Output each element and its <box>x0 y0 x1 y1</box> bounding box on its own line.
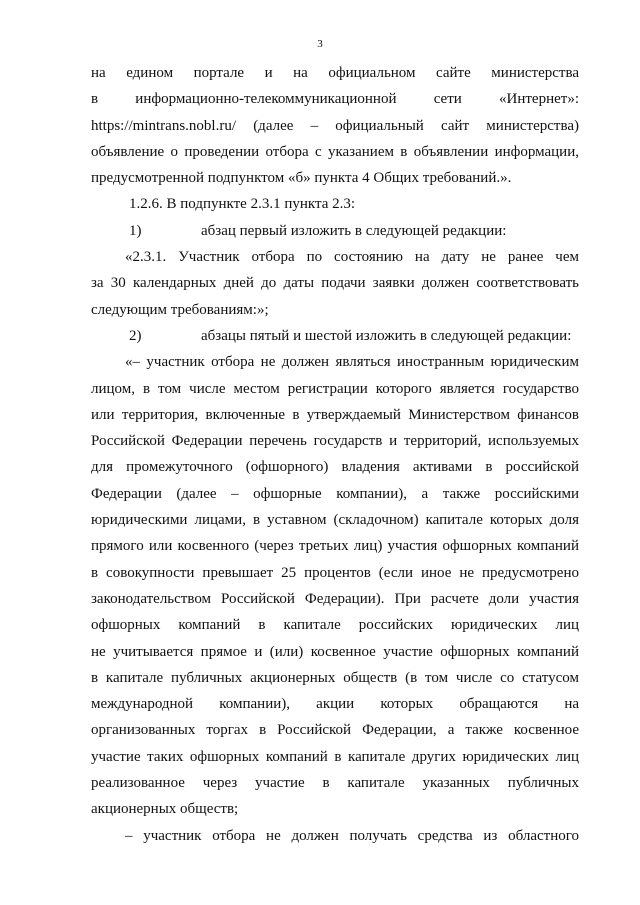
text-line: предусмотренной подпунктом «б» пункта 4 Общих требований.». <box>91 170 512 187</box>
list-item <box>91 323 579 349</box>
text-line: в капитале публичных акционерных обществ (в том числе со статусом <box>91 669 579 686</box>
text-line: офшорных компаний в капитале российских юридических лиц <box>91 617 579 634</box>
list-item-text: абзацы пятый и шестой изложить в следующей редакции: <box>201 327 572 344</box>
text-line: для промежуточного (офшорного) владения активами в российской <box>91 459 579 476</box>
text-line: – участник отбора не должен получать средства из областного <box>125 827 579 844</box>
text-line: участие таких офшорных компаний в капитале других юридических лиц <box>91 748 579 765</box>
text-line: в совокупности превышает 25 процентов (если иное не предусмотрено <box>91 564 579 581</box>
list-item-text: абзац первый изложить в следующей редакции: <box>201 222 507 239</box>
list-item <box>91 218 579 244</box>
text-line: международной компании), акции которых обращаются на <box>91 696 579 713</box>
text-line: на едином портале и на официальном сайте министерства <box>91 65 579 81</box>
text-line: лицом, в том числе местом регистрации которого является государство <box>91 380 579 397</box>
text-line: за 30 календарных дней до даты подачи заявки должен соответствовать <box>91 275 579 292</box>
text-line: Федерации (далее – офшорные компании), а также российскими <box>91 485 579 502</box>
text-line: акционерных обществ; <box>91 801 239 818</box>
text-line: не учитывается прямое и (или) косвенное участие офшорных компаний <box>91 643 579 660</box>
text-line: организованных торгах в Российской Федерации, а также косвенное <box>91 722 579 739</box>
text-line: в информационно-телекоммуникационной сети «Интернет»: <box>91 91 579 108</box>
text-line: юридическими лицами, в уставном (складочном) капитале которых доля <box>91 512 579 529</box>
subsection-heading: 1.2.6. В подпункте 2.3.1 пункта 2.3: <box>129 196 356 213</box>
text-line: реализованное через участие в капитале указанных публичных <box>91 775 579 792</box>
text-line: Российской Федерации перечень государств и территорий, используемых <box>91 433 579 450</box>
text-line: законодательством Российской Федерации). При расчете доли участия <box>91 590 579 607</box>
page-number: 3 <box>317 38 323 50</box>
text-line: «– участник отбора не должен являться иностранным юридическим <box>125 354 579 371</box>
text-line: или территория, включенные в утверждаемый Министерством финансов <box>91 406 579 423</box>
text-line: прямого или косвенного (через третьих лиц) участия офшорных компаний <box>91 538 579 555</box>
document-body <box>91 60 579 849</box>
text-line: https://mintrans.nobl.ru/ (далее – официальный сайт министерства) <box>91 117 579 134</box>
list-number: 2) <box>129 327 142 344</box>
text-line: объявление о проведении отбора с указанием в объявлении информации, <box>91 143 579 160</box>
text-line: следующим требованиям:»; <box>91 301 269 318</box>
text-line: «2.3.1. Участник отбора по состоянию на дату не ранее чем <box>125 249 579 266</box>
list-number: 1) <box>129 222 142 239</box>
